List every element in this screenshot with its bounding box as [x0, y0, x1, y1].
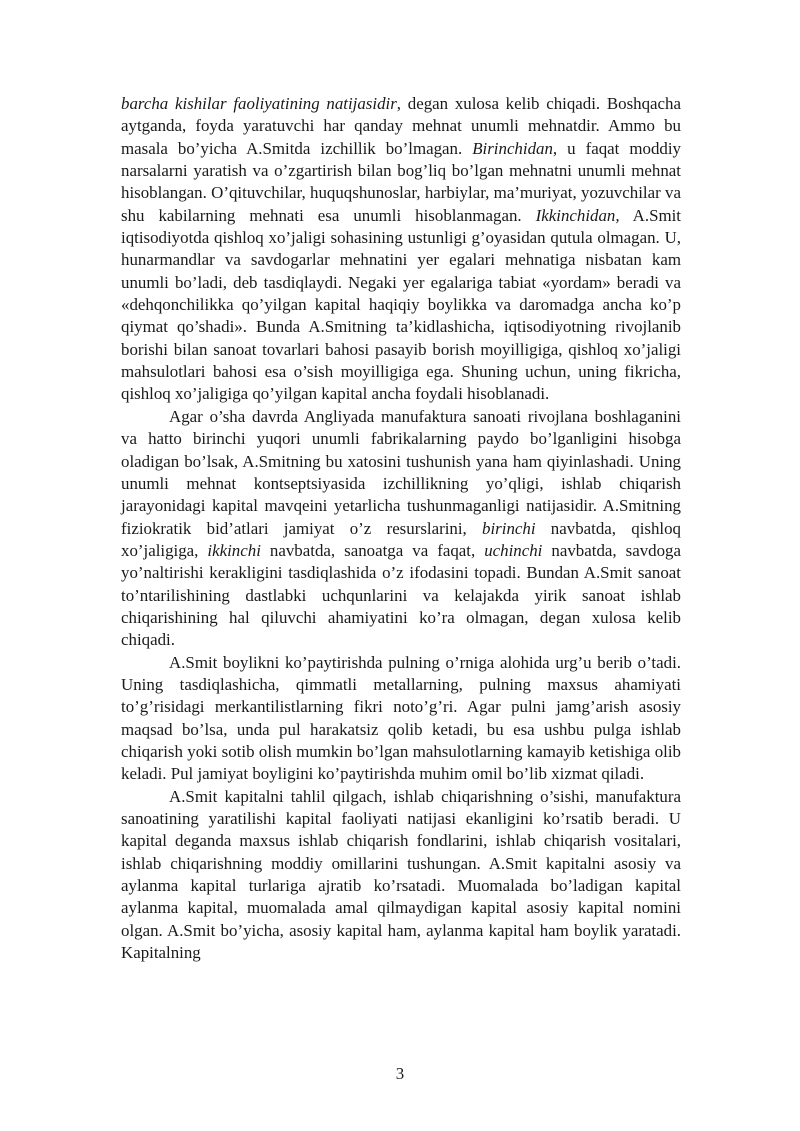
page-number: 3 — [395, 1064, 405, 1083]
text-segment: , degan xulosa kelib chiqadi. Boshqacha aytganda, foyda yaratuvchi har qanday mehnat unumli mehnatdir. Ammo bu masala bo’yicha A.Smitda izchillik bo’lmagan. — [121, 94, 681, 158]
italic-text: birinchi — [482, 518, 536, 538]
italic-text: uchinchi — [484, 540, 543, 560]
body-text — [121, 93, 681, 964]
paragraph — [121, 652, 681, 786]
italic-text: Birinchidan — [472, 138, 553, 158]
text-segment: navbatda, savdoga yo’naltirishi kerakligini tasdiqlashida o’z ifodasini topadi. Bundan A.Smit sanoat to’ntarilishining dastlabki uchqunlarini va kelajakda yirik sanoat ishlab chiqarishining hal qiluvchi ahamiyatini ko’ra olmagan, degan xulosa kelib chiqadi. — [121, 540, 681, 650]
paragraph — [121, 93, 681, 406]
italic-text: ikkinchi — [207, 540, 261, 560]
text-segment: A.Smit boylikni ko’paytirishda pulning o’rniga alohida urg’u berib o’tadi. Uning tasdiqlashicha, qimmatli metallarning, pulning maxsus ahamiyati to’g’risidagi merkantilistlarning fikri noto’g’ri. Agar pulni jamg’arish asosiy maqsad bo’lsa, unda pul harakatsiz qolib ketadi, bu esa ushbu pulga ishlab chiqarish yoki sotib olish mumkin bo’lgan mahsulotlarning kamayib ketishiga olib keladi. Pul jamiyat boyligini ko’paytirishda muhim omil bo’lib xizmat qiladi. — [121, 652, 681, 784]
text-segment: , u faqat moddiy narsalarni yaratish va o’zgartirish bilan bog’liq bo’lgan mehnatni unumli mehnat hisoblangan. O’qituvchilar, huquqshunoslar, harbiylar, ma’muriyat, yozuvchilar va shu kabilarning mehnati esa unumli hisoblanmagan. — [121, 138, 681, 225]
paragraph — [121, 406, 681, 652]
italic-text: Ikkinchidan, — [535, 205, 620, 225]
text-segment: A.Smit iqtisodiyotda qishloq xo’jaligi sohasining ustunligi g’oyasidan qutula olmagan. U, hunarmandlar va savdogarlar mehnatini yer egalari mehnatiga nisbatan kam unumli bo’ladi, deb tasdiqlaydi. Negaki yer egalariga tabiat «yordam» beradi va «dehqonchilikka qo’yilgan kapital haqiqiy boylikka va daromadga ancha ko’p qiymat qo’shadi». Bunda A.Smitning ta’kidlashicha, iqtisodiyotning rivojlanib borishi bilan sanoat tovarlari bahosi pasayib borish moyilligiga, qishloq xo’jaligi mahsulotlari bahosi esa o’sish moyilligiga ega. Shuning uchun, uning fikricha, qishloq xo’jaligiga qo’yilgan kapital ancha foydali hisoblanadi. — [121, 205, 681, 404]
paragraph — [121, 786, 681, 965]
italic-text: barcha kishilar faoliyatining natijasidir — [121, 94, 397, 113]
text-segment: Agar o’sha davrda Angliyada manufaktura sanoati rivojlana boshlaganini va hatto birinchi yuqori unumli fabrikalarning paydo bo’lganligini hisobga oladigan bo’lsak, A.Smitning bu xatosini tushunish yana ham qiyinlashadi. Uning unumli mehnat kontseptsiyasida izchillikning yo’qligi, ishlab chiqarish jarayonidagi kapital mavqeini yetarlicha tushunmaganligi natijasidir. A.Smitning fiziokratik bid’atlari jamiyat o’z resurslarini, — [121, 406, 681, 538]
text-segment: A.Smit kapitalni tahlil qilgach, ishlab chiqarishning o’sishi, manufaktura sanoatining yaratilishi kapital faoliyati natijasi ekanligini ko’rsatib beradi. U kapital deganda maxsus ishlab chiqarish fondlarini, ishlab chiqarish vositalari, ishlab chiqarishning moddiy omillarini tushungan. A.Smit kapitalni asosiy va aylanma kapital turlariga ajratib ko’rsatadi. Muomalada bo’ladigan kapital aylanma kapital, muomalada amal qilmaydigan kapital asosiy kapital nomini olgan. A.Smit bo’yicha, asosiy kapital ham, aylanma kapital ham boylik yaratadi. Kapitalning — [121, 786, 681, 963]
text-segment: navbatda, sanoatga va faqat, — [260, 540, 485, 560]
text-segment: navbatda, qishloq xo’jaligiga, — [121, 518, 682, 560]
